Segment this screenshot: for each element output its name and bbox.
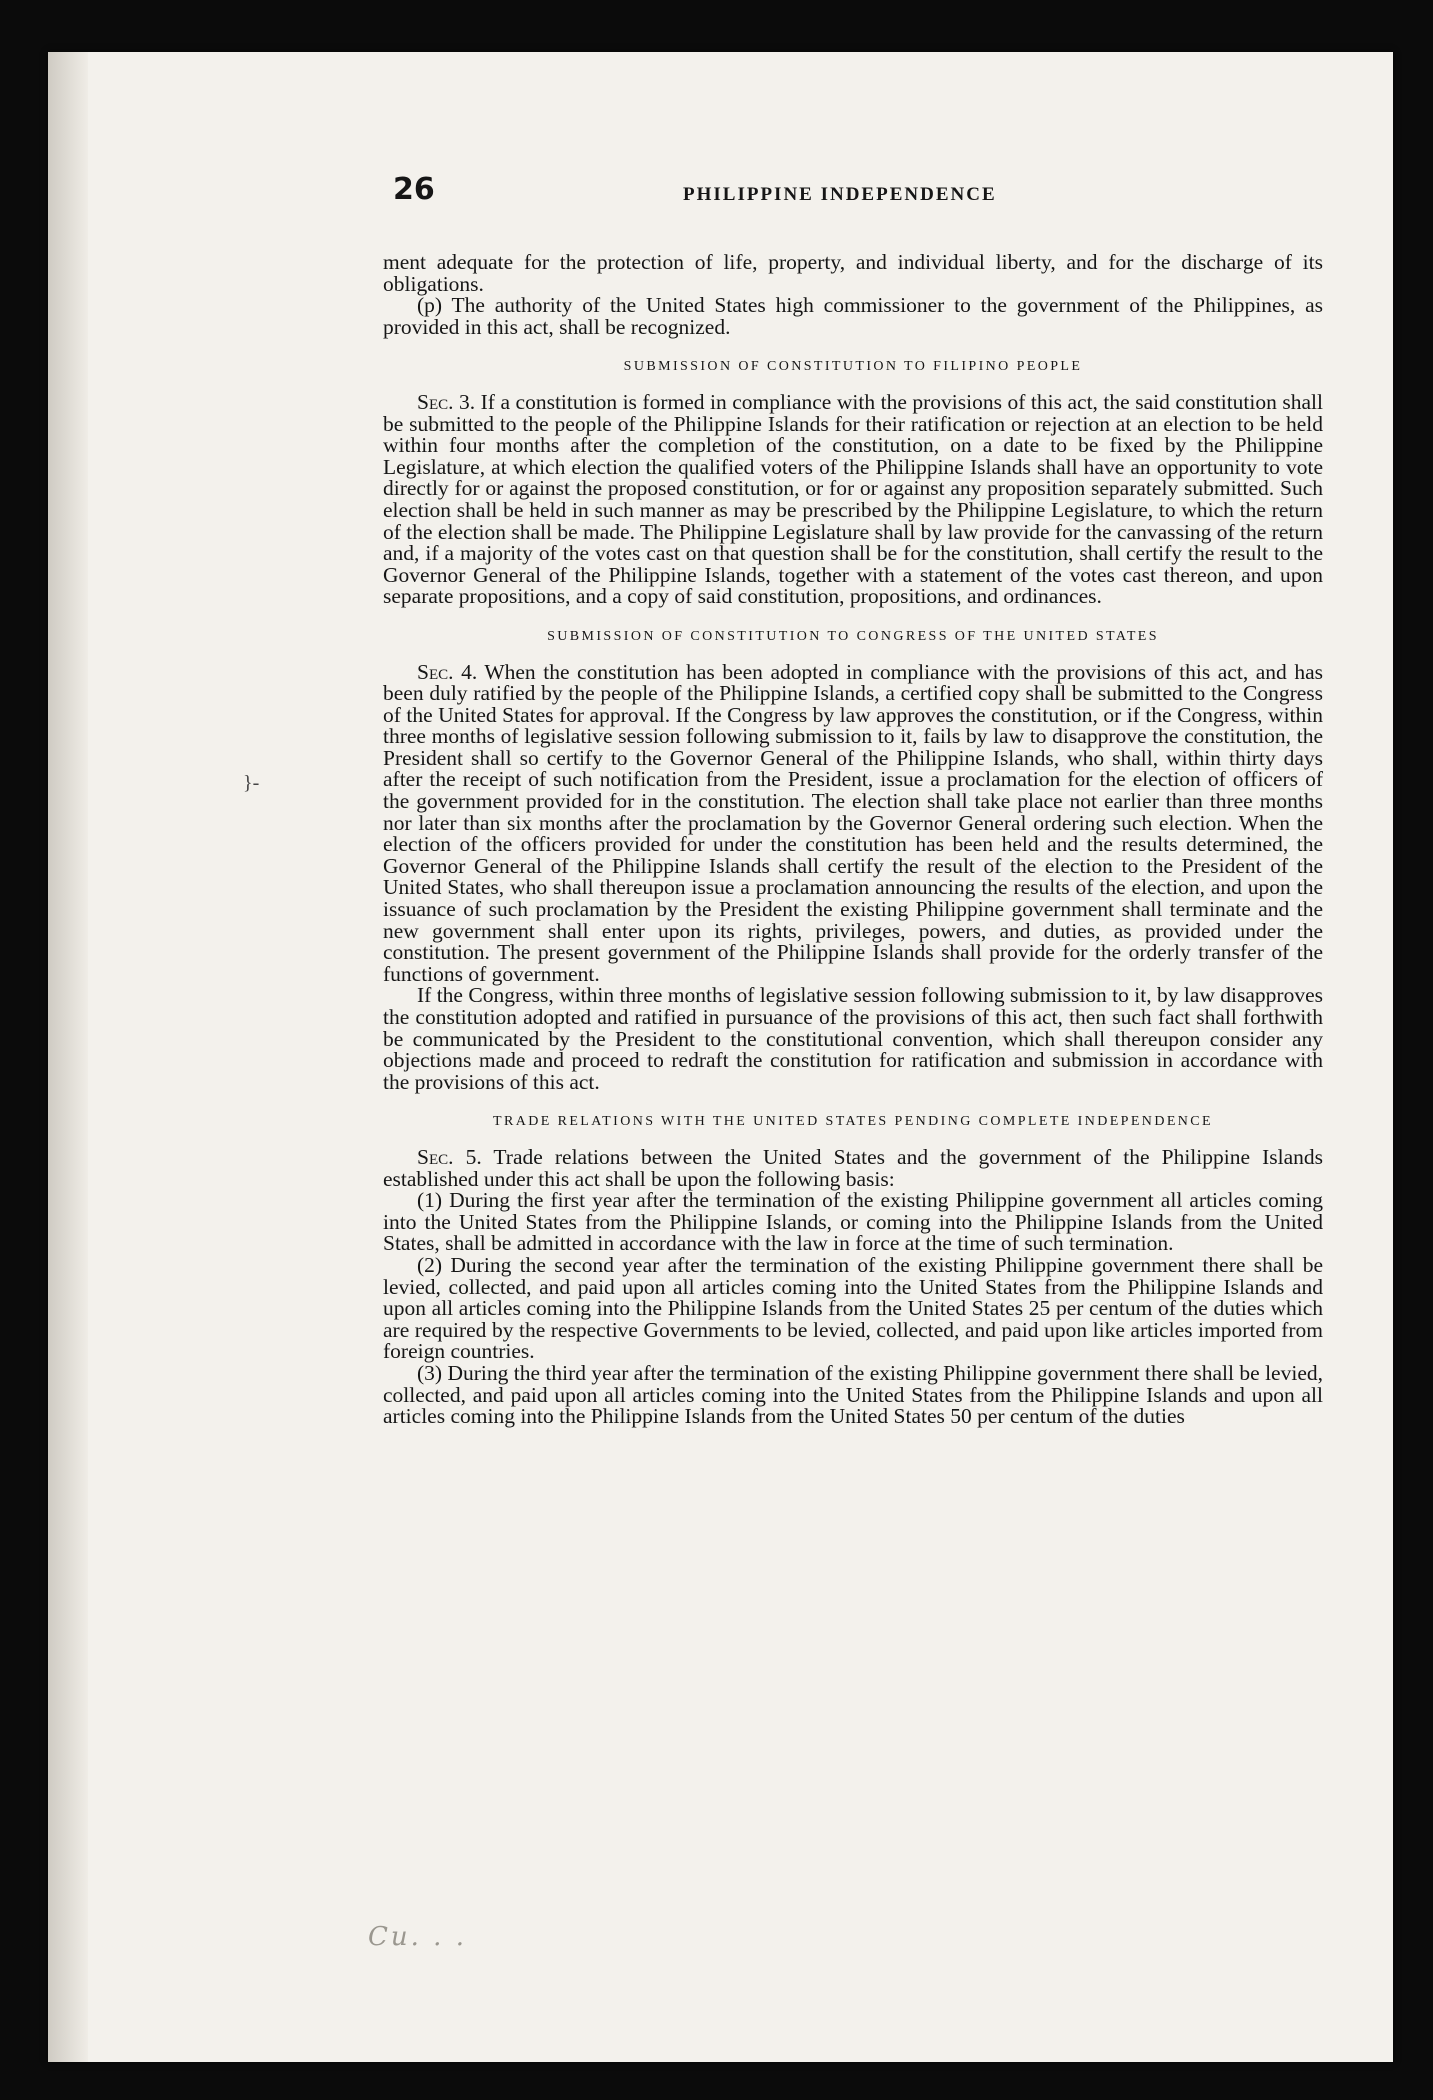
- section-text: 5. Trade relations between the United States and the government of the Philippine Islands established under this act shall be upon the following basis:: [383, 1144, 1324, 1191]
- section-paragraph: If the Congress, within three months of legislative session following submission to it, by law disapproves the constitution adopted and ratified in pursuance of the provisions of this act, then such fact shall forthwith be communicated by the President to the constitutional convention, which shall thereupon consider any objections made and proceed to redraft the constitution for ratification and submission in accordance with the provisions of this act.: [383, 983, 1323, 1094]
- section-paragraph: (1) During the first year after the termination of the existing Philippine government all articles coming into the United States from the Philippine Islands, or coming into the Philippine Islands from the United States, shall be admitted in accordance with the law in force at the time of such termination.: [383, 1188, 1323, 1256]
- section-mark: Sec.: [417, 389, 454, 414]
- page-content: [343, 172, 1343, 1429]
- body-text: [383, 252, 1323, 1428]
- section-paragraph: [383, 389, 1323, 609]
- section-heading: TRADE RELATIONS WITH THE UNITED STATES PENDING COMPLETE INDEPENDENCE: [493, 1114, 1213, 1130]
- section-paragraph: (2) During the second year after the termination of the existing Philippine government there shall be levied, collected, and paid upon all articles coming into the United States from the Philippine Islands and upon all articles coming into the Philippine Islands from the United States 25 per centum of the duties which are required by the respective Governments to be levied, collected, and paid upon like articles imported from foreign countries.: [383, 1252, 1323, 1364]
- intro-paragraph: (p) The authority of the United States high commissioner to the government of the Philippines, as provided in this act, shall be recognized.: [383, 293, 1323, 339]
- page-edge-shadow: [48, 52, 88, 2062]
- section-text: 3. If a constitution is formed in compliance with the provisions of this act, the said constitution shall be submitted to the people of the Philippine Islands for their ratification or rejection at an election to be held within four months after the completion of the constitution, on a date to be fixed by the Philippine Legislature, at which election the qualified voters of the Philippine Islands shall have an opportunity to vote directly for or against the proposed constitution, or for or against any proposition separately submitted. Such election shall be held in such manner as may be prescribed by the Philippine Legislature, to which the return of the election shall be made. The Philippine Legislature shall by law provide for the canvassing of the return and, if a majority of the votes cast on that question shall be for the constitution, shall certify the result to the Governor General of the Philippine Islands, together with a statement of the votes cast thereon, and upon separate propositions, and a copy of said constitution, propositions, and ordinances.: [383, 389, 1323, 609]
- running-head: PHILIPPINE INDEPENDENCE: [683, 184, 997, 205]
- section-text: 4. When the constitution has been adopted in compliance with the provisions of this act, and has been duly ratified by the people of the Philippine Islands, a certified copy shall be submitted to the Congress of the United States for approval. If the Congress by law approves the constitution, or if the Congress, within three months of legislative session following submission to it, fails by law to disapprove the constitution, the President shall so certify to the Governor General of the Philippine Islands, who shall, within thirty days after the receipt of such notification from the President, issue a proclamation for the election of officers of the government provided for in the constitution. The election shall take place not earlier than three months nor later than six months after the proclamation by the Governor General ordering such election. When the election of the officers provided for under the constitution has been held and the results determined, the Governor General of the Philippine Islands shall certify the result of the election to the President of the United States, who shall thereupon issue a proclamation announcing the results of the election, and upon the issuance of such proclamation by the President the existing Philippine government shall terminate and the new government shall enter upon its rights, privileges, powers, and duties, as provided under the constitution. The present government of the Philippine Islands shall provide for the orderly transfer of the functions of government.: [383, 659, 1323, 986]
- section-heading: SUBMISSION OF CONSTITUTION TO FILIPINO PEOPLE: [623, 359, 1083, 375]
- page-header: [343, 172, 1343, 222]
- handwritten-note: Cu. . .: [368, 1922, 467, 1952]
- document-page: [48, 52, 1393, 2062]
- section-paragraph: (3) During the third year after the termination of the existing Philippine government there shall be levied, collected, and paid upon all articles coming into the United States from the Philippine Islands and upon all articles coming into the Philippine Islands from the United States 50 per centum of the duties: [383, 1360, 1323, 1429]
- intro-paragraph: ment adequate for the protection of life, property, and individual liberty, and for the discharge of its obligations.: [383, 250, 1323, 296]
- margin-mark: }-: [243, 772, 260, 794]
- section-paragraph: [383, 1144, 1324, 1191]
- page-number: 26: [393, 172, 435, 207]
- section-paragraph: [383, 659, 1323, 986]
- section-mark: Sec.: [417, 659, 454, 684]
- section-mark: Sec.: [417, 1144, 454, 1169]
- section-heading: SUBMISSION OF CONSTITUTION TO CONGRESS OF THE UNITED STATES: [547, 628, 1159, 644]
